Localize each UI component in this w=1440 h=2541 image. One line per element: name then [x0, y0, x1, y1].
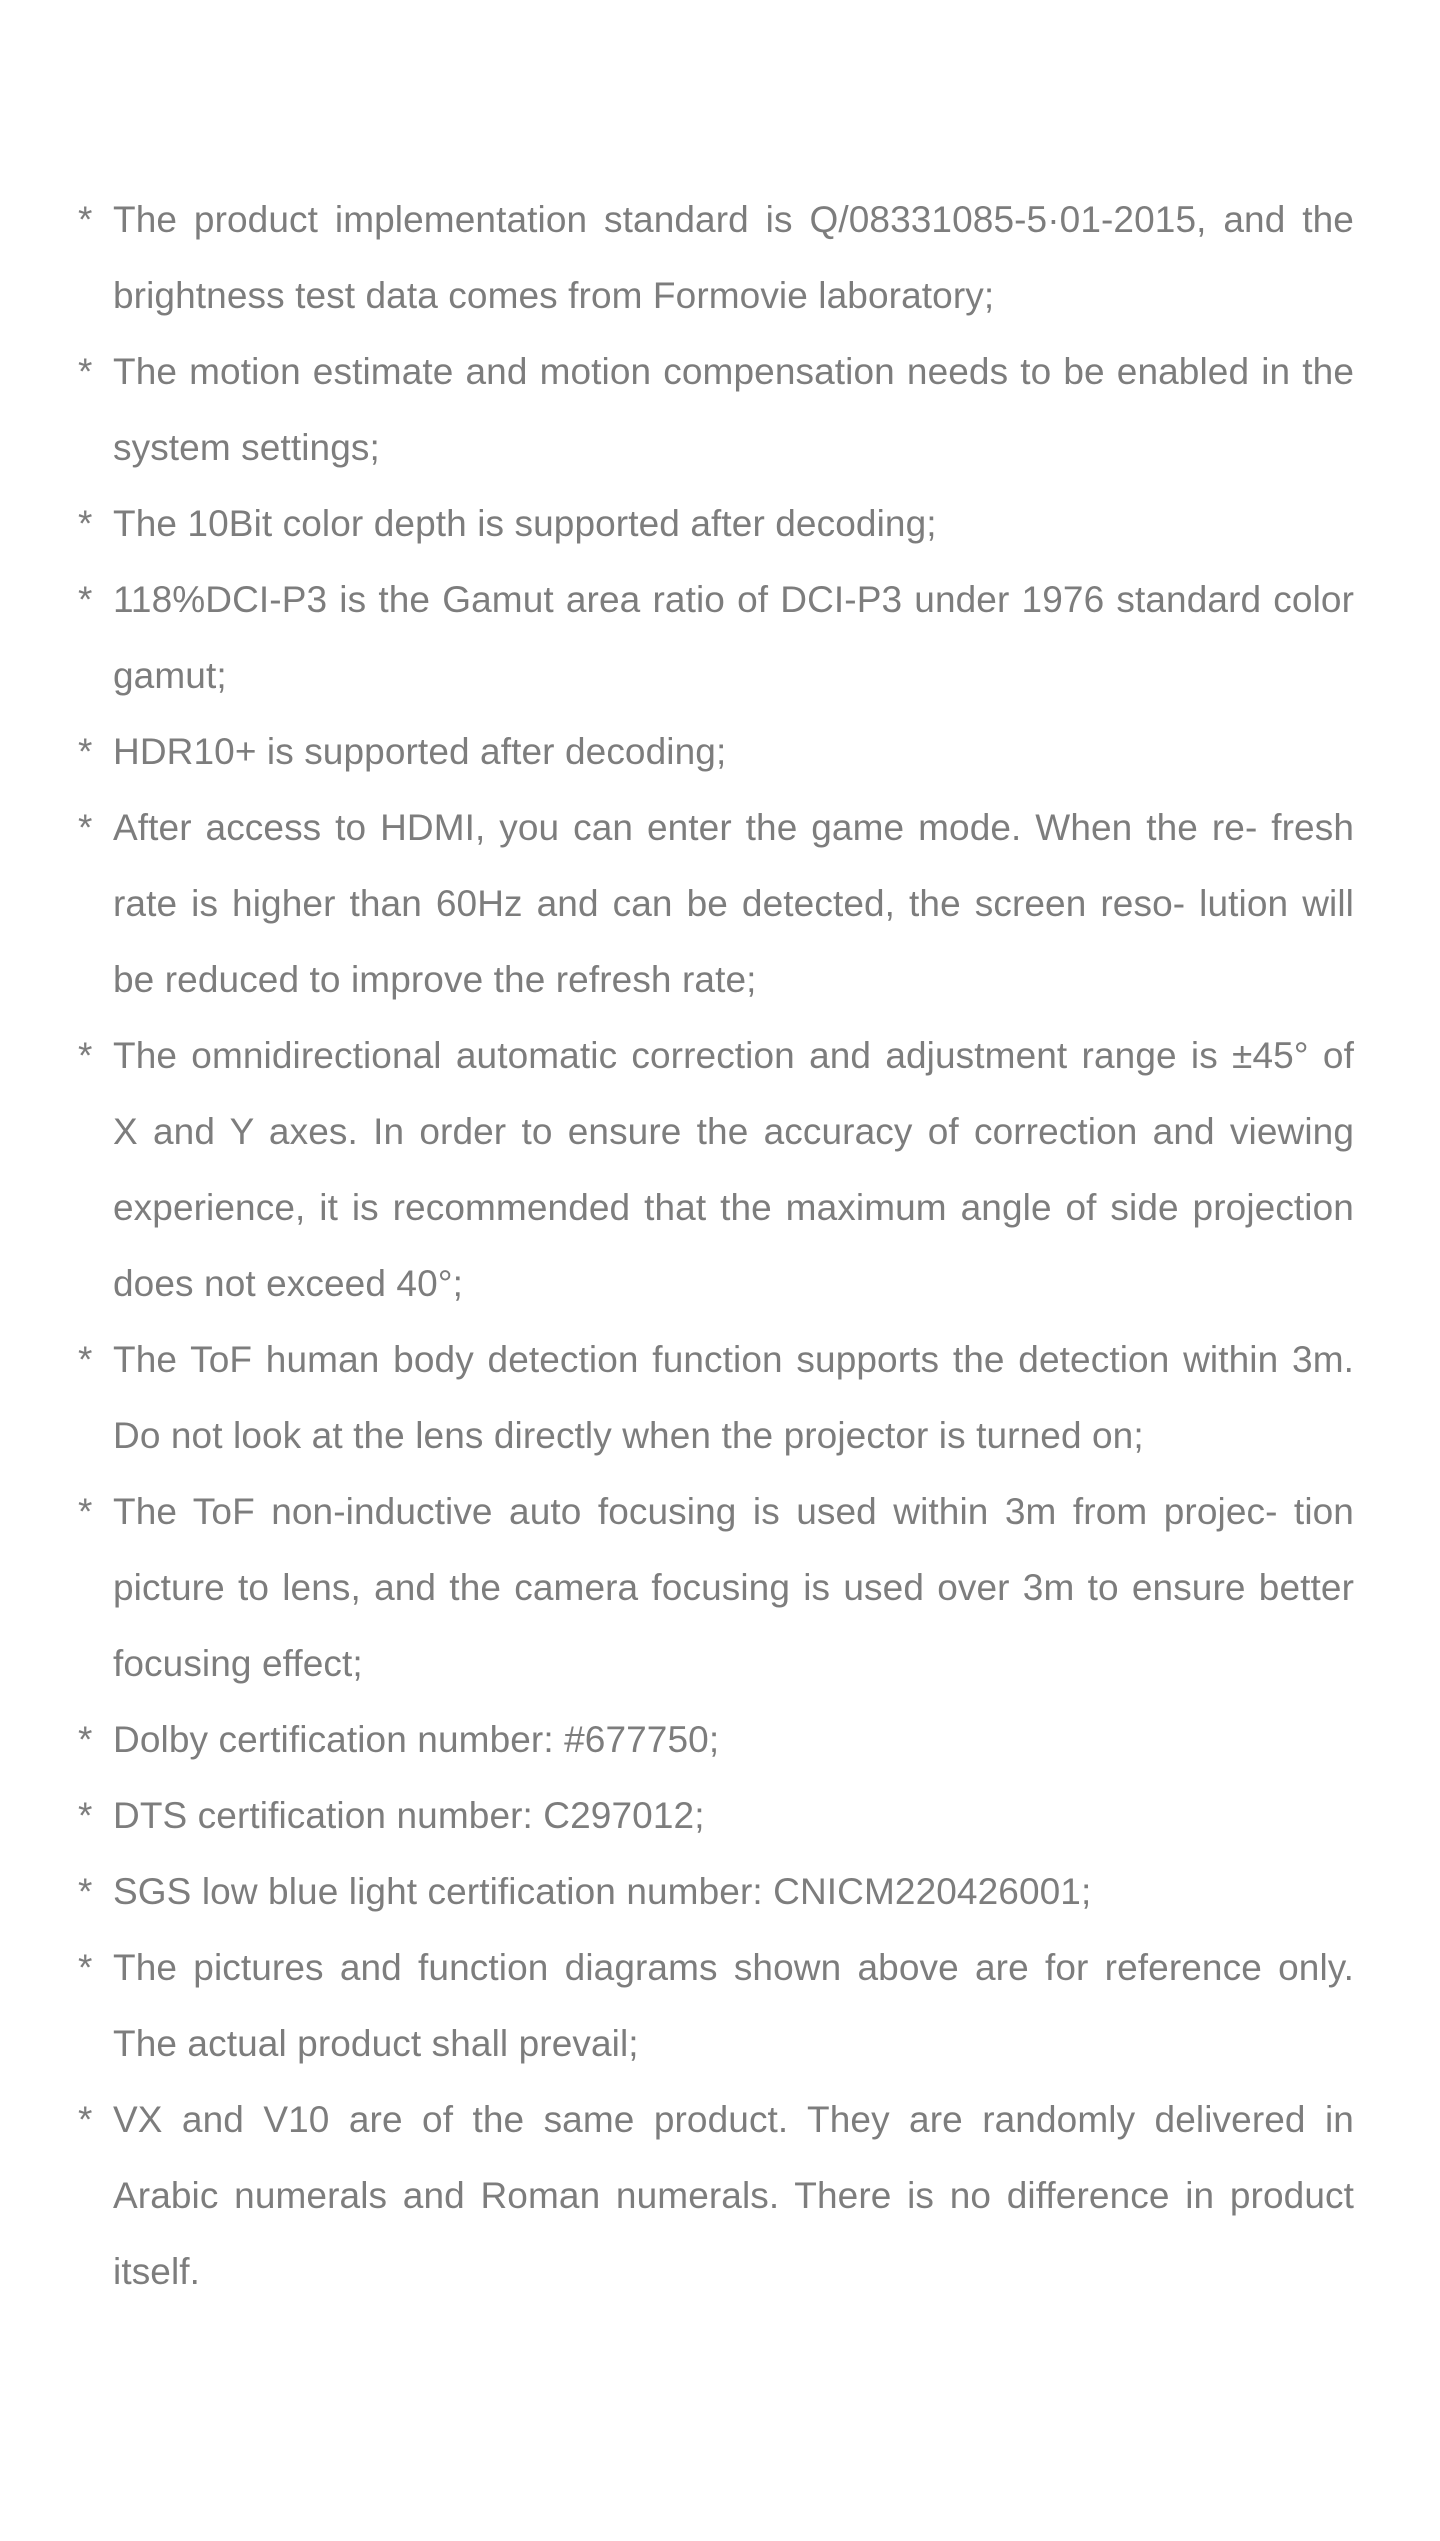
asterisk-bullet-icon: *	[78, 351, 93, 392]
footnote-text: DTS certification number: C297012;	[113, 1795, 705, 1836]
asterisk-bullet-icon: *	[78, 1795, 93, 1836]
footnote-text: The product implementation standard is Q/08331085-5·01-2015, and the brightness test data comes from Formovie laboratory;	[113, 199, 1354, 316]
asterisk-bullet-icon: *	[78, 1871, 93, 1912]
asterisk-bullet-icon: *	[78, 1339, 93, 1380]
asterisk-bullet-icon: *	[78, 503, 93, 544]
footnote-item	[0, 182, 1440, 334]
footnotes-list	[0, 182, 1440, 2310]
footnote-item	[0, 334, 1440, 486]
footnote-item	[0, 1474, 1440, 1702]
footnote-item	[0, 1018, 1440, 1322]
footnote-item	[0, 562, 1440, 714]
footnote-item	[0, 790, 1440, 1018]
asterisk-bullet-icon: *	[78, 1947, 93, 1988]
footnote-text: SGS low blue light certification number: CNICM220426001;	[113, 1871, 1092, 1912]
footnote-item	[0, 1778, 1440, 1854]
asterisk-bullet-icon: *	[78, 807, 93, 848]
asterisk-bullet-icon: *	[78, 1035, 93, 1076]
asterisk-bullet-icon: *	[78, 2099, 93, 2140]
footnote-text: Dolby certification number: #677750;	[113, 1719, 720, 1760]
footnote-item	[0, 1702, 1440, 1778]
footnote-text: The omnidirectional automatic correction and adjustment range is ±45° of X and Y axes. In order to ensure the accuracy of correction and viewing experience, it is recommended that the maximum angle of side projection does not exceed 40°;	[113, 1035, 1354, 1304]
footnote-item	[0, 486, 1440, 562]
footnote-text: The ToF human body detection function supports the detection within 3m. Do not look at the lens directly when the projector is turned on;	[113, 1339, 1354, 1456]
footnote-item	[0, 1322, 1440, 1474]
footnote-text: VX and V10 are of the same product. They are randomly delivered in Arabic numerals and Roman numerals. There is no difference in product itself.	[113, 2099, 1354, 2292]
asterisk-bullet-icon: *	[78, 579, 93, 620]
footnote-item	[0, 2082, 1440, 2310]
asterisk-bullet-icon: *	[78, 199, 93, 240]
footnote-text: The 10Bit color depth is supported after decoding;	[113, 503, 937, 544]
footnote-text: The motion estimate and motion compensation needs to be enabled in the system settings;	[113, 351, 1354, 468]
footnote-text: The ToF non-inductive auto focusing is used within 3m from projec- tion picture to lens, and the camera focusing is used over 3m to ensure better focusing effect;	[113, 1491, 1354, 1684]
footnote-item	[0, 1854, 1440, 1930]
footnote-item	[0, 714, 1440, 790]
asterisk-bullet-icon: *	[78, 1719, 93, 1760]
footnote-text: The pictures and function diagrams shown above are for reference only. The actual product shall prevail;	[113, 1947, 1354, 2064]
asterisk-bullet-icon: *	[78, 1491, 93, 1532]
footnote-text: 118%DCI-P3 is the Gamut area ratio of DCI-P3 under 1976 standard color gamut;	[113, 579, 1354, 696]
footnote-item	[0, 1930, 1440, 2082]
asterisk-bullet-icon: *	[78, 731, 93, 772]
footnote-text: After access to HDMI, you can enter the game mode. When the re- fresh rate is higher than 60Hz and can be detected, the screen reso- lution will be reduced to improve the refresh rate;	[113, 807, 1354, 1000]
footnote-text: HDR10+ is supported after decoding;	[113, 731, 727, 772]
